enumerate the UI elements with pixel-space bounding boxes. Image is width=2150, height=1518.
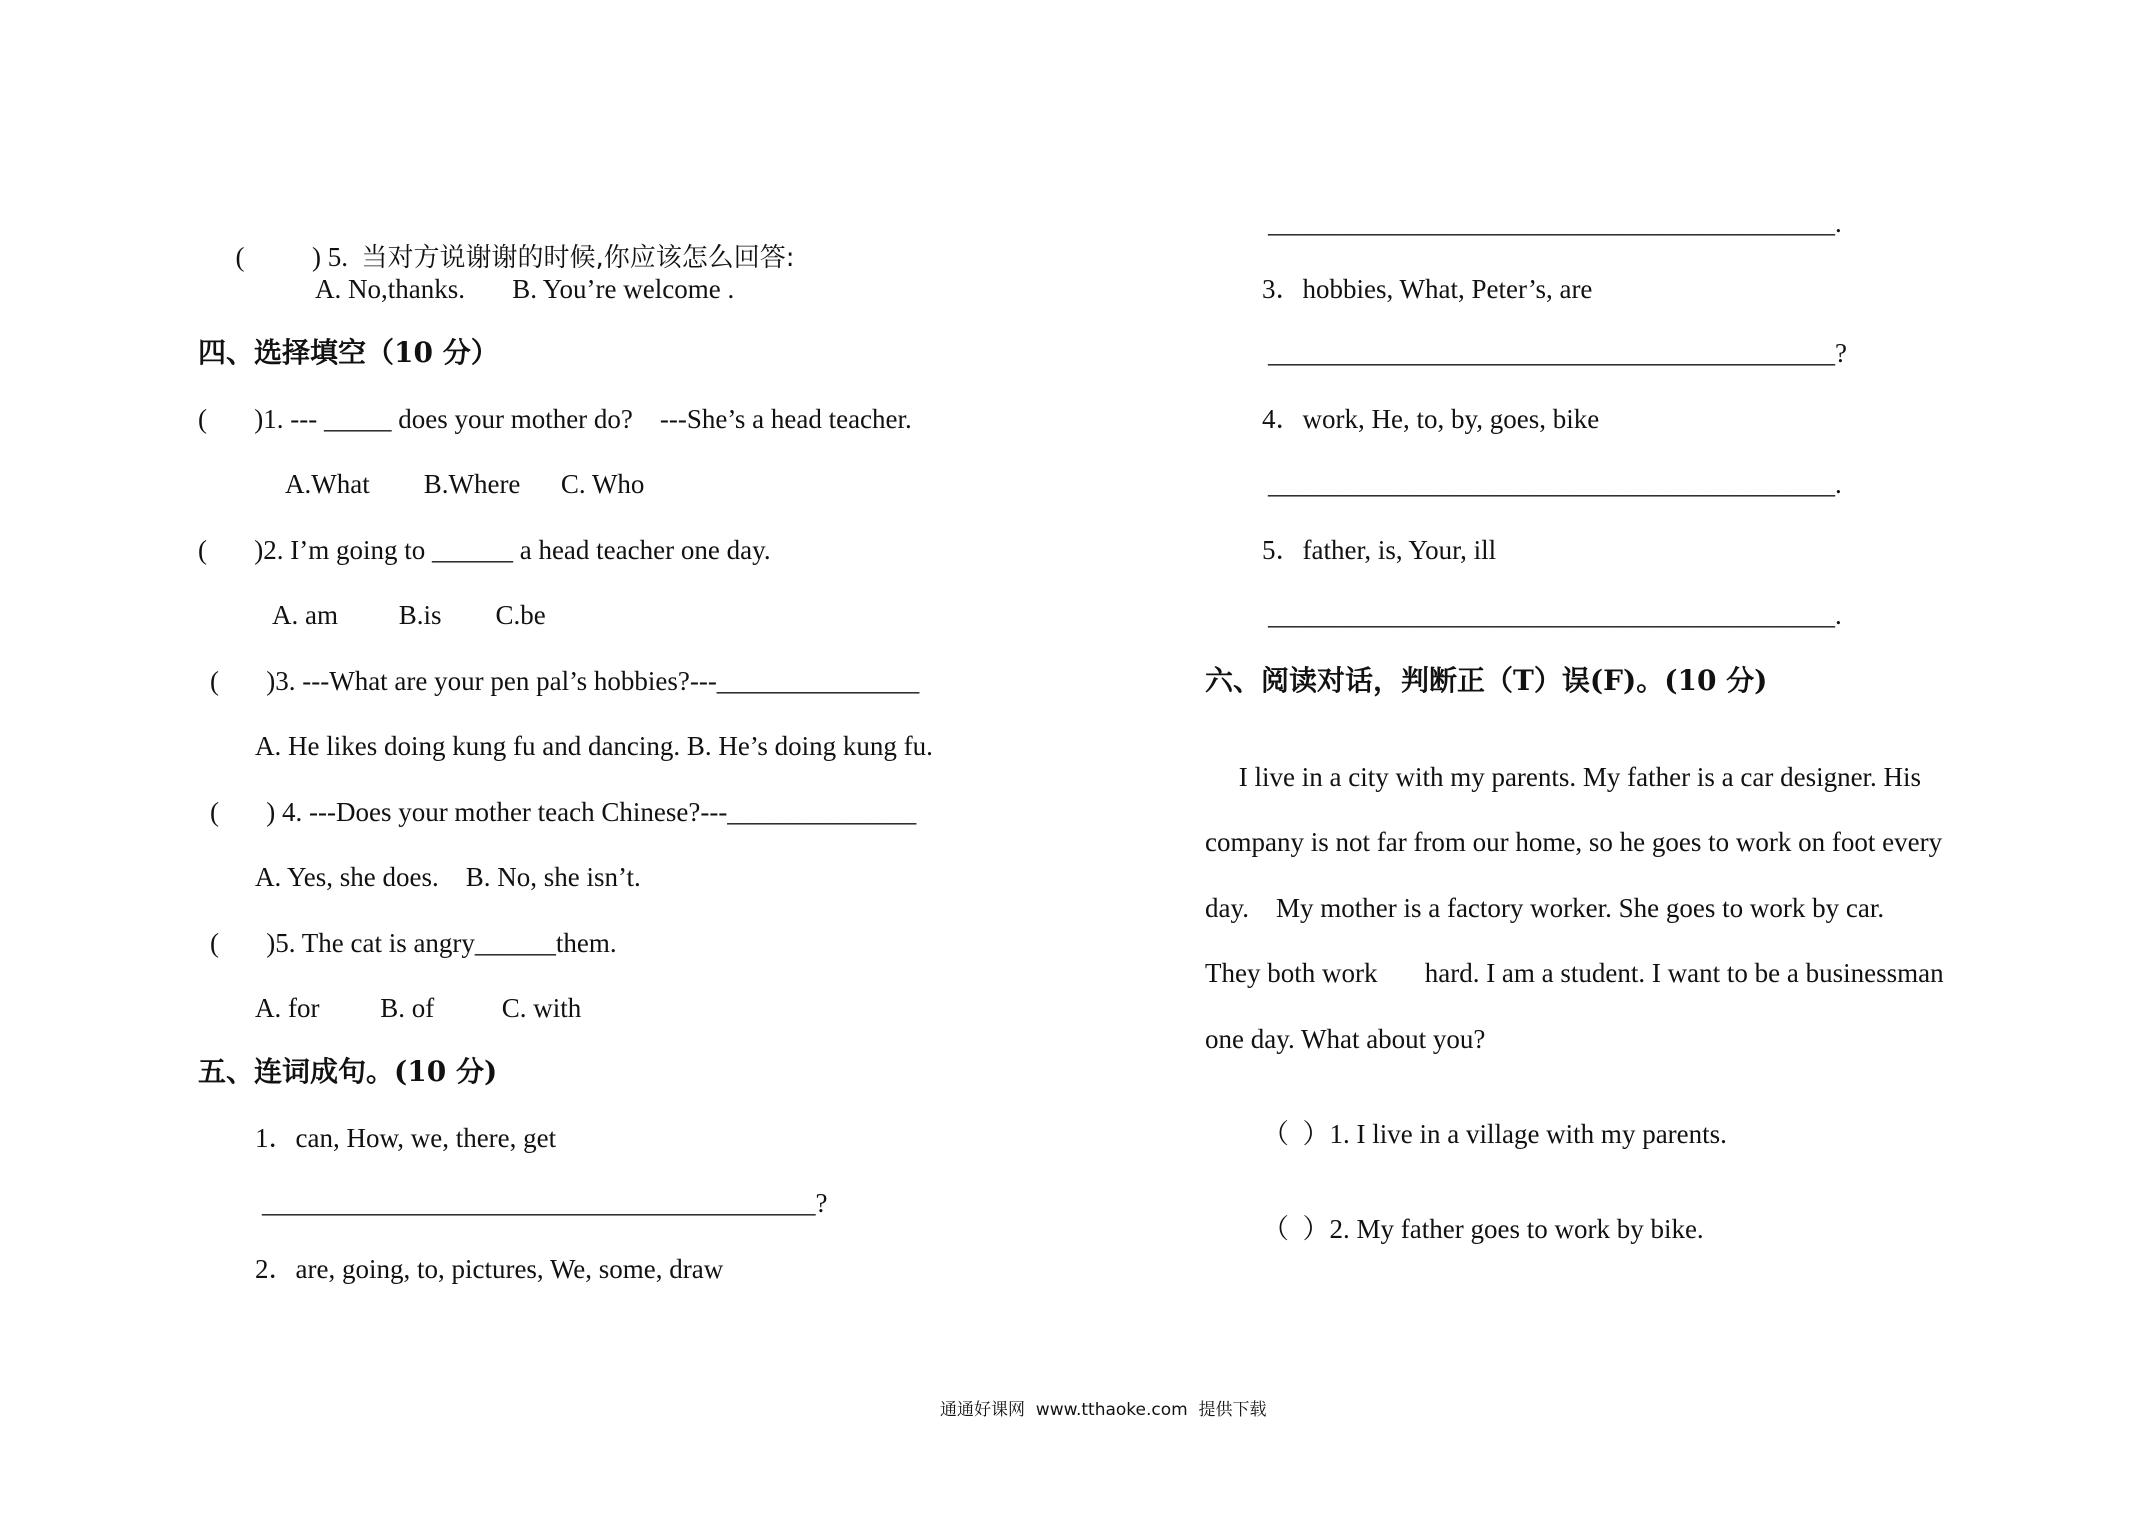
reading-passage-line: They both work hard. I am a student. I want to be a businessman — [1205, 958, 1944, 988]
tf-question-1: （ ）1. I live in a village with my parents. — [1262, 1119, 1727, 1149]
footer-watermark: 通通好课网 www.tthaoke.com 提供下载 — [940, 1400, 1267, 1420]
question-4-5-options: A. No,thanks. B. You’re welcome . — [315, 274, 735, 304]
s4-q1-options: A.What B.Where C. Who — [285, 469, 645, 499]
s5-q3: 3．hobbies, What, Peter’s, are — [1262, 274, 1593, 304]
s5-q4-answer-line: __________________________________________. — [1268, 469, 1842, 499]
s4-q3: ( )3. ---What are your pen pal’s hobbies?---_______________ — [210, 666, 920, 696]
s4-q2-options: A. am B.is C.be — [272, 600, 546, 630]
reading-passage-line: day. My mother is a factory worker. She goes to work by car. — [1205, 893, 1885, 923]
tf-question-2: （ ）2. My father goes to work by bike. — [1262, 1214, 1704, 1244]
s5-q1-answer-line: _________________________________________? — [262, 1188, 828, 1218]
s4-q1: ( )1. --- _____ does your mother do? ---She’s a head teacher. — [198, 404, 912, 434]
reading-passage-line: one day. What about you? — [1205, 1024, 1486, 1054]
s4-q4: ( ) 4. ---Does your mother teach Chinese?---______________ — [210, 797, 917, 827]
s4-q3-options: A. He likes doing kung fu and dancing. B. He’s doing kung fu. — [255, 731, 933, 761]
s5-q1: 1．can, How, we, there, get — [255, 1123, 557, 1153]
s5-q4: 4．work, He, to, by, goes, bike — [1262, 404, 1600, 434]
section-6-title: 六、阅读对话，判断正（T）误(F)。(10 分) — [1205, 664, 1768, 697]
reading-passage-line: company is not far from our home, so he goes to work on foot every — [1205, 827, 1943, 857]
question-number: ( ) 5. — [235, 242, 362, 272]
s5-q5-answer-line: __________________________________________. — [1268, 600, 1842, 630]
s5-q3-answer-line: __________________________________________? — [1268, 338, 1847, 368]
section-4-title: 四、选择填空（10 分） — [198, 336, 499, 369]
s4-q5: ( )5. The cat is angry______them. — [210, 928, 617, 958]
s5-q2-answer-line: __________________________________________. — [1268, 208, 1842, 238]
s5-q2: 2．are, going, to, pictures, We, some, draw — [255, 1254, 724, 1284]
s4-q2: ( )2. I’m going to ______ a head teacher one day. — [198, 535, 771, 565]
question-prompt: 当对方说谢谢的时候,你应该怎么回答: — [361, 243, 795, 273]
section-5-title: 五、连词成句。(10 分) — [198, 1055, 498, 1088]
question-4-5 — [222, 206, 795, 275]
s5-q5: 5．father, is, Your, ill — [1262, 535, 1497, 565]
s4-q5-options: A. for B. of C. with — [255, 993, 582, 1023]
reading-passage-line: I live in a city with my parents. My father is a car designer. His — [1205, 762, 1922, 792]
s4-q4-options: A. Yes, she does. B. No, she isn’t. — [255, 862, 641, 892]
